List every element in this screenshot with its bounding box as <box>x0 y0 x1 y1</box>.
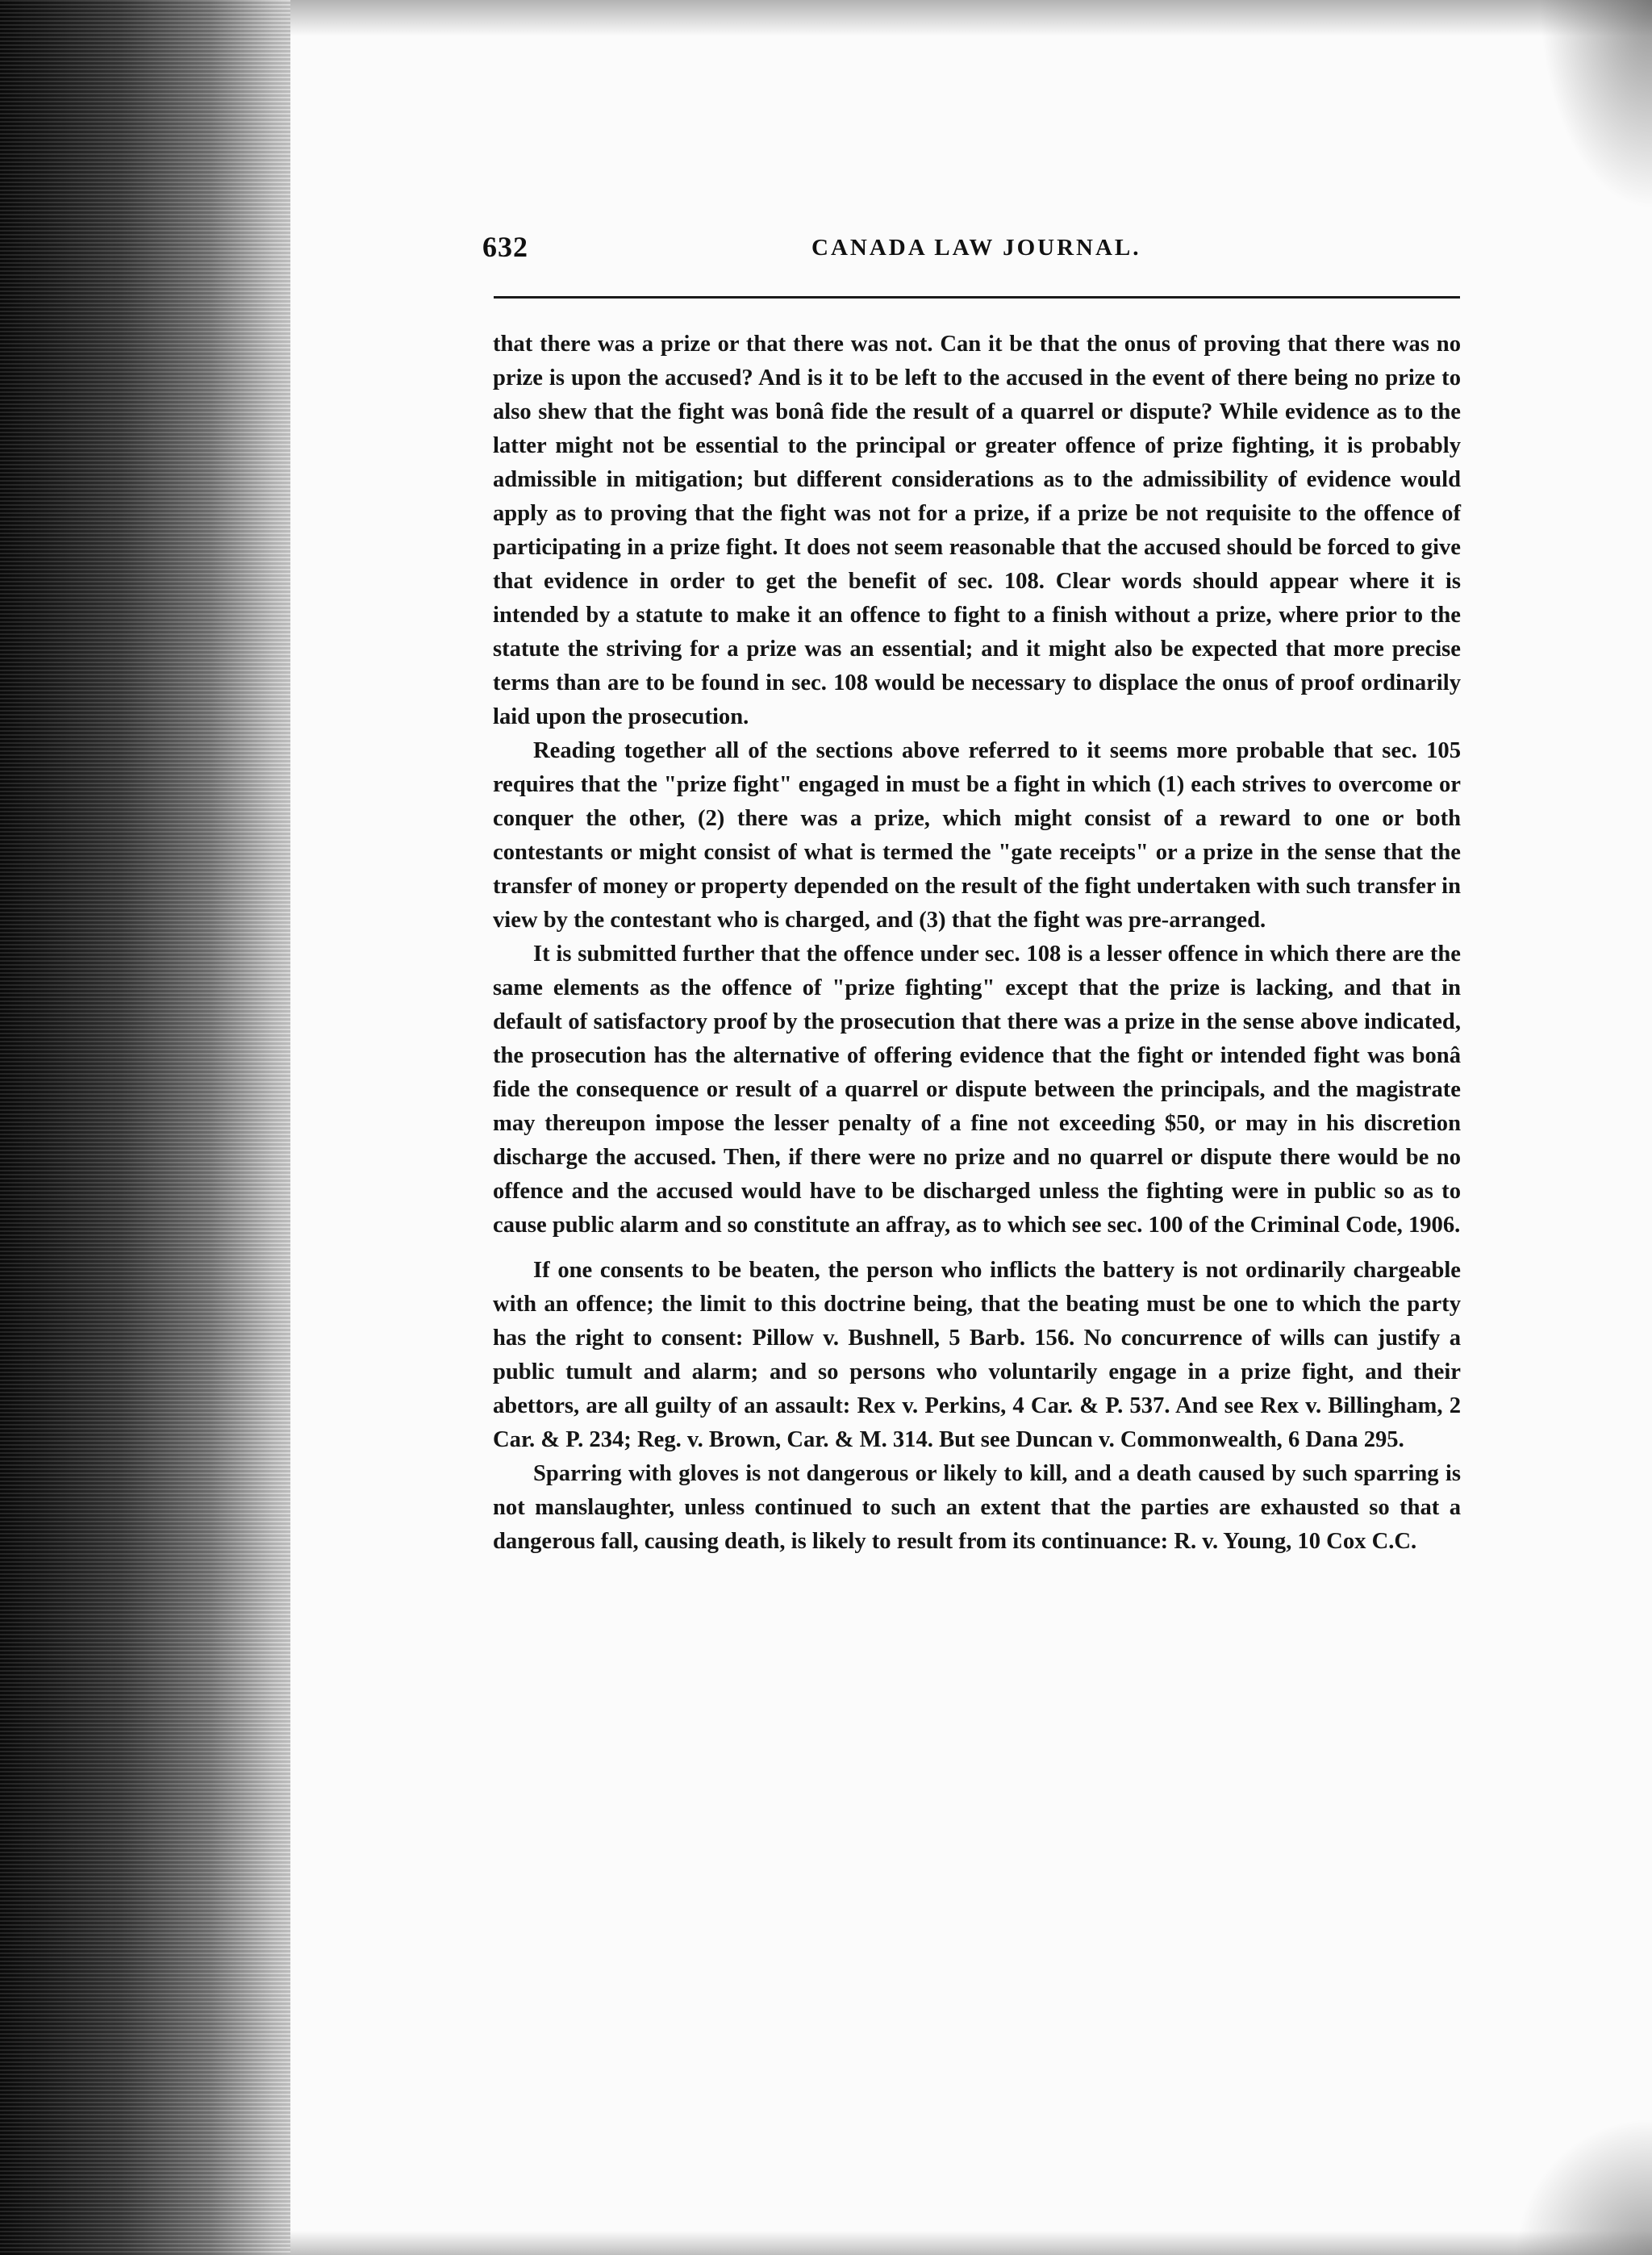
paragraph-5: Sparring with gloves is not dangerous or likely to kill, and a death caused by such sparring is not manslaughter, unless continued to such an extent that the parties are exhausted so that a dangerous fall, causing death, is likely to result from its continuance: R. v. Young, 10 Cox C.C. <box>493 1461 1461 1554</box>
scan-noise-top-right <box>1539 0 1652 210</box>
paragraph-3: It is submitted further that the offence under sec. 108 is a lesser offence in which there are the same elements as the offence of "prize fighting" except that the prize is lacking, and that in default of satisfactory proof by the prosecution that there was a prize in the sense above indicated, the prosecution has the alternative of offering evidence that the fight or intended fight was bonâ fide the consequence or result of a quarrel or dispute between the principals, and the magistrate may thereupon impose the lesser penalty of a fine not exceeding $50, or may in his discretion discharge the accused. Then, if there were no prize and no quarrel or dispute there would be no offence and the accused would have to be discharged unless the fighting were in public so as to cause public alarm and so constitute an affray, as to which see sec. 100 of the Criminal Code, 1906. <box>493 942 1461 1238</box>
paragraph-2: Reading together all of the sections above referred to it seems more probable that sec. 105 requires that the "prize fight" engaged in must be a fight in which (1) each strives to overcome or conquer the other, (2) there was a prize, which might consist of a reward to one or both contestants or might consist of what is termed the "gate receipts" or a prize in the sense that the transfer of money or property depended on the result of the fight undertaken with such transfer in view by the contestant who is charged, and (3) that the fight was pre-arranged. <box>493 738 1461 933</box>
journal-title: CANADA LAW JOURNAL. <box>811 235 1141 261</box>
scan-noise-top <box>290 0 1652 36</box>
running-header <box>482 230 1460 278</box>
header-rule <box>494 296 1460 299</box>
page-number: 632 <box>482 231 528 263</box>
paragraph-1: that there was a prize or that there was not. Can it be that the onus of proving that there was no prize is upon the accused? And is it to be left to the accused in the event of there being no prize to also shew that the fight was bonâ fide the result of a quarrel or dispute? While evidence as to the latter might not be essential to the principal or greater offence of prize fighting, it is probably admissible in mitigation; but different considerations as to the admissibility of evidence would apply as to proving that the fight was not for a prize, if a prize be not requisite to the offence of participating in a prize fight. It does not seem reasonable that the accused should be forced to give that evidence in order to get the benefit of sec. 108. Clear words should appear where it is intended by a statute to make it an offence to fight to a finish without a prize, where prior to the statute the striving for a prize was an essential; and it might also be expected that more precise terms than are to be found in sec. 108 would be necessary to displace the onus of proof ordinarily laid upon the prosecution. <box>493 332 1461 729</box>
body-text <box>493 328 1461 1559</box>
book-spine-shadow <box>0 0 323 2255</box>
scan-noise-bottom <box>290 2231 1652 2255</box>
paragraph-4: If one consents to be beaten, the person who inflicts the battery is not ordinarily chargeable with an offence; the limit to this doctrine being, that the beating must be one to which the party has the right to consent: Pillow v. Bushnell, 5 Barb. 156. No concurrence of wills can justify a public tumult and alarm; and so persons who voluntarily engage in a prize fight, and their abettors, are all guilty of an assault: Rex v. Perkins, 4 Car. & P. 537. And see Rex v. Billingham, 2 Car. & P. 234; Reg. v. Brown, Car. & M. 314. But see Duncan v. Commonwealth, 6 Dana 295. <box>493 1258 1461 1452</box>
